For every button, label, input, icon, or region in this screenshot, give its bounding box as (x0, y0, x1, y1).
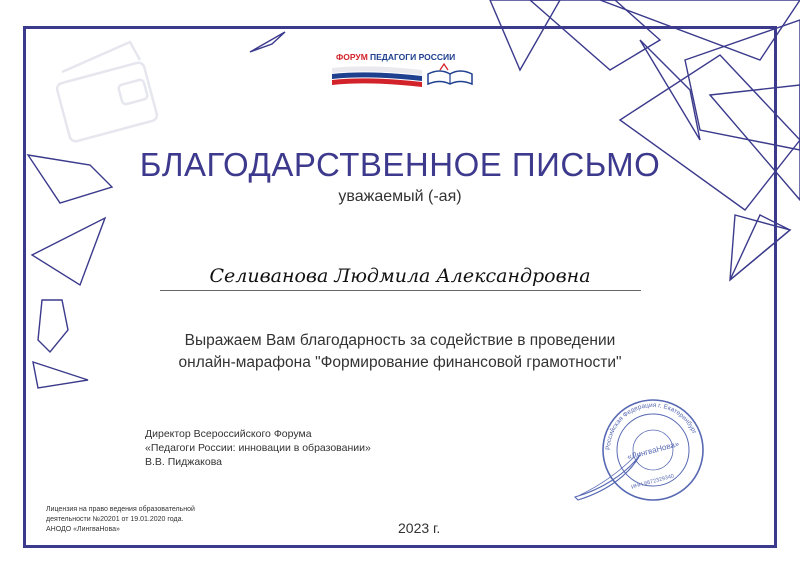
message-line-1: Выражаем Вам благодарность за содействие в проведении (184, 332, 616, 349)
license-line-1: Лицензия на право ведения образовательной (46, 506, 195, 513)
recipient-name: Селиванова Людмила Александровна (209, 265, 591, 287)
signer-name: В.В. Пиджакова (145, 456, 223, 468)
gratitude-message (150, 330, 650, 374)
forum-logo (330, 48, 476, 90)
certificate-title: БЛАГОДАРСТВЕННОЕ ПИСЬМО (139, 146, 661, 183)
svg-text:ПЕДАГОГИ РОССИИ: ПЕДАГОГИ РОССИИ (370, 52, 456, 62)
license-info (46, 505, 195, 535)
stamp-inn-text: ИНН 6672329340 (630, 473, 675, 491)
license-line-2: деятельности №20201 от 19.01.2020 года. (46, 516, 184, 523)
recipient-underline (160, 290, 641, 291)
message-line-2: онлайн-марафона "Формирование финансовой грамотности" (178, 354, 622, 371)
salutation: уважаемый (-ая) (338, 188, 462, 205)
svg-text:Российская Федерация г. Екатер (605, 402, 698, 450)
official-stamp (570, 395, 720, 505)
license-line-3: АНОДО «ЛингваНова» (46, 526, 120, 533)
stamp-ring-text: Российская Федерация г. Екатеринбург (604, 401, 698, 451)
signer-block (145, 427, 371, 469)
signer-position: Директор Всероссийского Форума (145, 428, 312, 440)
issue-year: 2023 г. (398, 520, 441, 536)
svg-text:ФОРУМ: ФОРУМ (336, 52, 368, 62)
signer-organization: «Педагоги России: инновации в образовании» (145, 442, 371, 454)
stamp-center-text: «ЛингваНова» (626, 439, 681, 462)
